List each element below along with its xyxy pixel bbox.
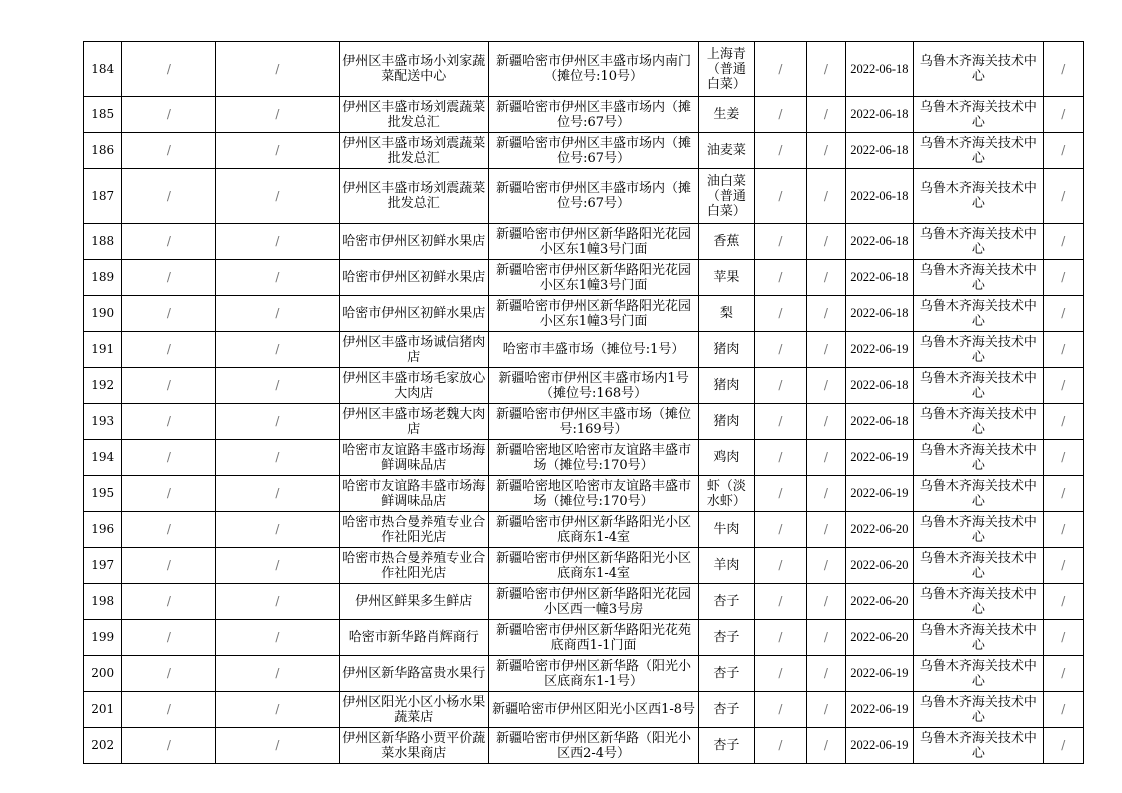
table-row [84,42,1084,97]
empty-cell: / [1043,548,1084,584]
empty-cell: / [807,476,845,512]
sampled-unit-name: 哈密市友谊路丰盛市场海鲜调味品店 [339,476,488,512]
row-number: 201 [84,692,122,728]
empty-cell: / [1043,133,1084,169]
empty-cell: / [122,42,216,97]
row-number: 189 [84,260,122,296]
empty-cell: / [122,476,216,512]
testing-agency: 乌鲁木齐海关技术中心 [914,169,1043,224]
empty-cell: / [216,224,339,260]
empty-cell: / [807,296,845,332]
empty-cell: / [122,260,216,296]
row-number: 191 [84,332,122,368]
product-name: 油麦菜 [699,133,755,169]
product-name: 油白菜（普通白菜） [699,169,755,224]
empty-cell: / [754,296,807,332]
testing-agency: 乌鲁木齐海关技术中心 [914,42,1043,97]
empty-cell: / [216,296,339,332]
product-name: 虾（淡水虾） [699,476,755,512]
product-name: 梨 [699,296,755,332]
empty-cell: / [754,368,807,404]
sampled-unit-address: 哈密市丰盛市场（摊位号:1号） [489,332,699,368]
table-row [84,512,1084,548]
product-name: 杏子 [699,584,755,620]
product-name: 苹果 [699,260,755,296]
sampling-date: 2022-06-20 [845,548,914,584]
sampled-unit-address: 新疆哈密市伊州区新华路（阳光小区底商东1-1号） [489,656,699,692]
product-name: 杏子 [699,728,755,764]
testing-agency: 乌鲁木齐海关技术中心 [914,512,1043,548]
empty-cell: / [1043,692,1084,728]
row-number: 192 [84,368,122,404]
empty-cell: / [754,260,807,296]
row-number: 202 [84,728,122,764]
empty-cell: / [807,332,845,368]
sampling-date: 2022-06-18 [845,97,914,133]
table-row [84,584,1084,620]
sampled-unit-name: 哈密市伊州区初鲜水果店 [339,296,488,332]
sampled-unit-name: 伊州区丰盛市场刘震蔬菜批发总汇 [339,97,488,133]
empty-cell: / [807,620,845,656]
empty-cell: / [754,548,807,584]
sampled-unit-name: 伊州区鲜果多生鲜店 [339,584,488,620]
empty-cell: / [122,440,216,476]
product-name: 猪肉 [699,368,755,404]
empty-cell: / [1043,476,1084,512]
empty-cell: / [754,42,807,97]
empty-cell: / [1043,404,1084,440]
table-row [84,97,1084,133]
empty-cell: / [216,476,339,512]
empty-cell: / [754,584,807,620]
empty-cell: / [754,332,807,368]
empty-cell: / [122,656,216,692]
empty-cell: / [216,512,339,548]
sampled-unit-address: 新疆哈密市伊州区丰盛市场内南门（摊位号:10号） [489,42,699,97]
testing-agency: 乌鲁木齐海关技术中心 [914,332,1043,368]
empty-cell: / [807,368,845,404]
empty-cell: / [754,404,807,440]
testing-agency: 乌鲁木齐海关技术中心 [914,692,1043,728]
empty-cell: / [122,404,216,440]
testing-agency: 乌鲁木齐海关技术中心 [914,133,1043,169]
empty-cell: / [216,332,339,368]
sampled-unit-name: 伊州区丰盛市场刘震蔬菜批发总汇 [339,169,488,224]
empty-cell: / [1043,260,1084,296]
testing-agency: 乌鲁木齐海关技术中心 [914,548,1043,584]
row-number: 188 [84,224,122,260]
sampled-unit-address: 新疆哈密市伊州区丰盛市场内1号（摊位号:168号） [489,368,699,404]
empty-cell: / [754,620,807,656]
empty-cell: / [122,133,216,169]
empty-cell: / [1043,728,1084,764]
empty-cell: / [807,97,845,133]
table-row [84,440,1084,476]
sampled-unit-name: 伊州区丰盛市场小刘家蔬菜配送中心 [339,42,488,97]
product-name: 羊肉 [699,548,755,584]
testing-agency: 乌鲁木齐海关技术中心 [914,656,1043,692]
empty-cell: / [1043,656,1084,692]
table-row [84,332,1084,368]
sampling-date: 2022-06-18 [845,224,914,260]
empty-cell: / [216,728,339,764]
empty-cell: / [807,656,845,692]
testing-agency: 乌鲁木齐海关技术中心 [914,97,1043,133]
sampled-unit-address: 新疆哈密市伊州区新华路阳光花苑底商西1-1门面 [489,620,699,656]
empty-cell: / [216,692,339,728]
row-number: 186 [84,133,122,169]
sampled-unit-name: 哈密市热合曼养殖专业合作社阳光店 [339,548,488,584]
empty-cell: / [216,169,339,224]
empty-cell: / [216,97,339,133]
table-row [84,260,1084,296]
row-number: 194 [84,440,122,476]
testing-agency: 乌鲁木齐海关技术中心 [914,296,1043,332]
empty-cell: / [807,512,845,548]
sampled-unit-name: 哈密市新华路肖辉商行 [339,620,488,656]
row-number: 187 [84,169,122,224]
empty-cell: / [754,728,807,764]
row-number: 200 [84,656,122,692]
empty-cell: / [122,584,216,620]
product-name: 上海青（普通白菜） [699,42,755,97]
sampled-unit-name: 哈密市友谊路丰盛市场海鲜调味品店 [339,440,488,476]
empty-cell: / [216,368,339,404]
sampled-unit-name: 哈密市热合曼养殖专业合作社阳光店 [339,512,488,548]
sampled-unit-name: 伊州区新华路富贵水果行 [339,656,488,692]
table-row [84,404,1084,440]
empty-cell: / [1043,584,1084,620]
empty-cell: / [122,620,216,656]
table-row [84,169,1084,224]
row-number: 196 [84,512,122,548]
sampled-unit-address: 新疆哈密地区哈密市友谊路丰盛市场（摊位号:170号） [489,476,699,512]
sampled-unit-address: 新疆哈密地区哈密市友谊路丰盛市场（摊位号:170号） [489,440,699,476]
empty-cell: / [216,404,339,440]
testing-agency: 乌鲁木齐海关技术中心 [914,728,1043,764]
row-number: 190 [84,296,122,332]
empty-cell: / [807,584,845,620]
empty-cell: / [216,133,339,169]
empty-cell: / [216,620,339,656]
product-name: 杏子 [699,692,755,728]
empty-cell: / [807,133,845,169]
sampled-unit-address: 新疆哈密市伊州区丰盛市场内（摊位号:67号） [489,133,699,169]
sampling-date: 2022-06-20 [845,512,914,548]
empty-cell: / [754,656,807,692]
empty-cell: / [1043,332,1084,368]
sampling-date: 2022-06-18 [845,368,914,404]
sampled-unit-address: 新疆哈密市伊州区新华路阳光花园小区东1幢3号门面 [489,296,699,332]
empty-cell: / [1043,368,1084,404]
empty-cell: / [122,332,216,368]
empty-cell: / [216,260,339,296]
sampling-date: 2022-06-19 [845,332,914,368]
row-number: 195 [84,476,122,512]
table-row [84,296,1084,332]
sampling-date: 2022-06-18 [845,133,914,169]
table-row [84,692,1084,728]
product-name: 杏子 [699,620,755,656]
sampled-unit-address: 新疆哈密市伊州区新华路（阳光小区西2-4号） [489,728,699,764]
sampling-results-table [83,41,1084,764]
empty-cell: / [1043,440,1084,476]
sampled-unit-address: 新疆哈密市伊州区丰盛市场（摊位号:169号） [489,404,699,440]
empty-cell: / [807,42,845,97]
empty-cell: / [754,692,807,728]
sampling-date: 2022-06-19 [845,728,914,764]
sampling-date: 2022-06-18 [845,296,914,332]
empty-cell: / [807,692,845,728]
sampling-date: 2022-06-20 [845,620,914,656]
product-name: 鸡肉 [699,440,755,476]
sampling-date: 2022-06-18 [845,169,914,224]
sampling-date: 2022-06-19 [845,656,914,692]
sampled-unit-address: 新疆哈密市伊州区新华路阳光小区底商东1-4室 [489,548,699,584]
row-number: 185 [84,97,122,133]
sampled-unit-address: 新疆哈密市伊州区新华路阳光花园小区西一幢3号房 [489,584,699,620]
table-row [84,656,1084,692]
product-name: 猪肉 [699,332,755,368]
empty-cell: / [216,584,339,620]
sampled-unit-name: 伊州区阳光小区小杨水果蔬菜店 [339,692,488,728]
empty-cell: / [1043,296,1084,332]
row-number: 198 [84,584,122,620]
empty-cell: / [807,260,845,296]
sampling-date: 2022-06-19 [845,692,914,728]
empty-cell: / [216,548,339,584]
empty-cell: / [807,224,845,260]
sampled-unit-name: 伊州区丰盛市场诚信猪肉店 [339,332,488,368]
product-name: 香蕉 [699,224,755,260]
table [83,41,1084,764]
table-row [84,548,1084,584]
sampled-unit-name: 哈密市伊州区初鲜水果店 [339,224,488,260]
product-name: 猪肉 [699,404,755,440]
empty-cell: / [1043,42,1084,97]
sampled-unit-address: 新疆哈密市伊州区阳光小区西1-8号 [489,692,699,728]
sampling-date: 2022-06-18 [845,42,914,97]
empty-cell: / [122,296,216,332]
empty-cell: / [122,548,216,584]
testing-agency: 乌鲁木齐海关技术中心 [914,224,1043,260]
testing-agency: 乌鲁木齐海关技术中心 [914,584,1043,620]
empty-cell: / [754,97,807,133]
product-name: 杏子 [699,656,755,692]
sampled-unit-name: 伊州区新华路小贾平价蔬菜水果商店 [339,728,488,764]
testing-agency: 乌鲁木齐海关技术中心 [914,440,1043,476]
empty-cell: / [1043,224,1084,260]
empty-cell: / [1043,169,1084,224]
product-name: 生姜 [699,97,755,133]
table-row [84,728,1084,764]
empty-cell: / [754,224,807,260]
row-number: 197 [84,548,122,584]
empty-cell: / [807,440,845,476]
empty-cell: / [122,728,216,764]
testing-agency: 乌鲁木齐海关技术中心 [914,368,1043,404]
sampling-date: 2022-06-18 [845,404,914,440]
empty-cell: / [122,169,216,224]
empty-cell: / [807,404,845,440]
sampling-date: 2022-06-19 [845,440,914,476]
table-row [84,368,1084,404]
sampled-unit-name: 伊州区丰盛市场毛家放心大肉店 [339,368,488,404]
empty-cell: / [1043,620,1084,656]
empty-cell: / [754,169,807,224]
sampling-date: 2022-06-19 [845,476,914,512]
empty-cell: / [122,512,216,548]
sampled-unit-name: 哈密市伊州区初鲜水果店 [339,260,488,296]
testing-agency: 乌鲁木齐海关技术中心 [914,260,1043,296]
empty-cell: / [122,368,216,404]
table-row [84,224,1084,260]
sampled-unit-address: 新疆哈密市伊州区新华路阳光花园小区东1幢3号门面 [489,224,699,260]
table-row [84,620,1084,656]
empty-cell: / [807,169,845,224]
empty-cell: / [1043,97,1084,133]
table-row [84,476,1084,512]
empty-cell: / [216,42,339,97]
product-name: 牛肉 [699,512,755,548]
row-number: 184 [84,42,122,97]
empty-cell: / [122,97,216,133]
empty-cell: / [754,133,807,169]
sampled-unit-address: 新疆哈密市伊州区新华路阳光小区底商东1-4室 [489,512,699,548]
row-number: 199 [84,620,122,656]
testing-agency: 乌鲁木齐海关技术中心 [914,620,1043,656]
empty-cell: / [754,476,807,512]
empty-cell: / [122,692,216,728]
empty-cell: / [754,440,807,476]
sampled-unit-name: 伊州区丰盛市场老魏大肉店 [339,404,488,440]
sampling-date: 2022-06-20 [845,584,914,620]
testing-agency: 乌鲁木齐海关技术中心 [914,404,1043,440]
sampled-unit-name: 伊州区丰盛市场刘震蔬菜批发总汇 [339,133,488,169]
empty-cell: / [754,512,807,548]
sampling-date: 2022-06-18 [845,260,914,296]
sampled-unit-address: 新疆哈密市伊州区丰盛市场内（摊位号:67号） [489,97,699,133]
sampled-unit-address: 新疆哈密市伊州区丰盛市场内（摊位号:67号） [489,169,699,224]
testing-agency: 乌鲁木齐海关技术中心 [914,476,1043,512]
empty-cell: / [807,728,845,764]
empty-cell: / [216,440,339,476]
table-row [84,133,1084,169]
empty-cell: / [1043,512,1084,548]
empty-cell: / [807,548,845,584]
empty-cell: / [216,656,339,692]
empty-cell: / [122,224,216,260]
row-number: 193 [84,404,122,440]
sampled-unit-address: 新疆哈密市伊州区新华路阳光花园小区东1幢3号门面 [489,260,699,296]
